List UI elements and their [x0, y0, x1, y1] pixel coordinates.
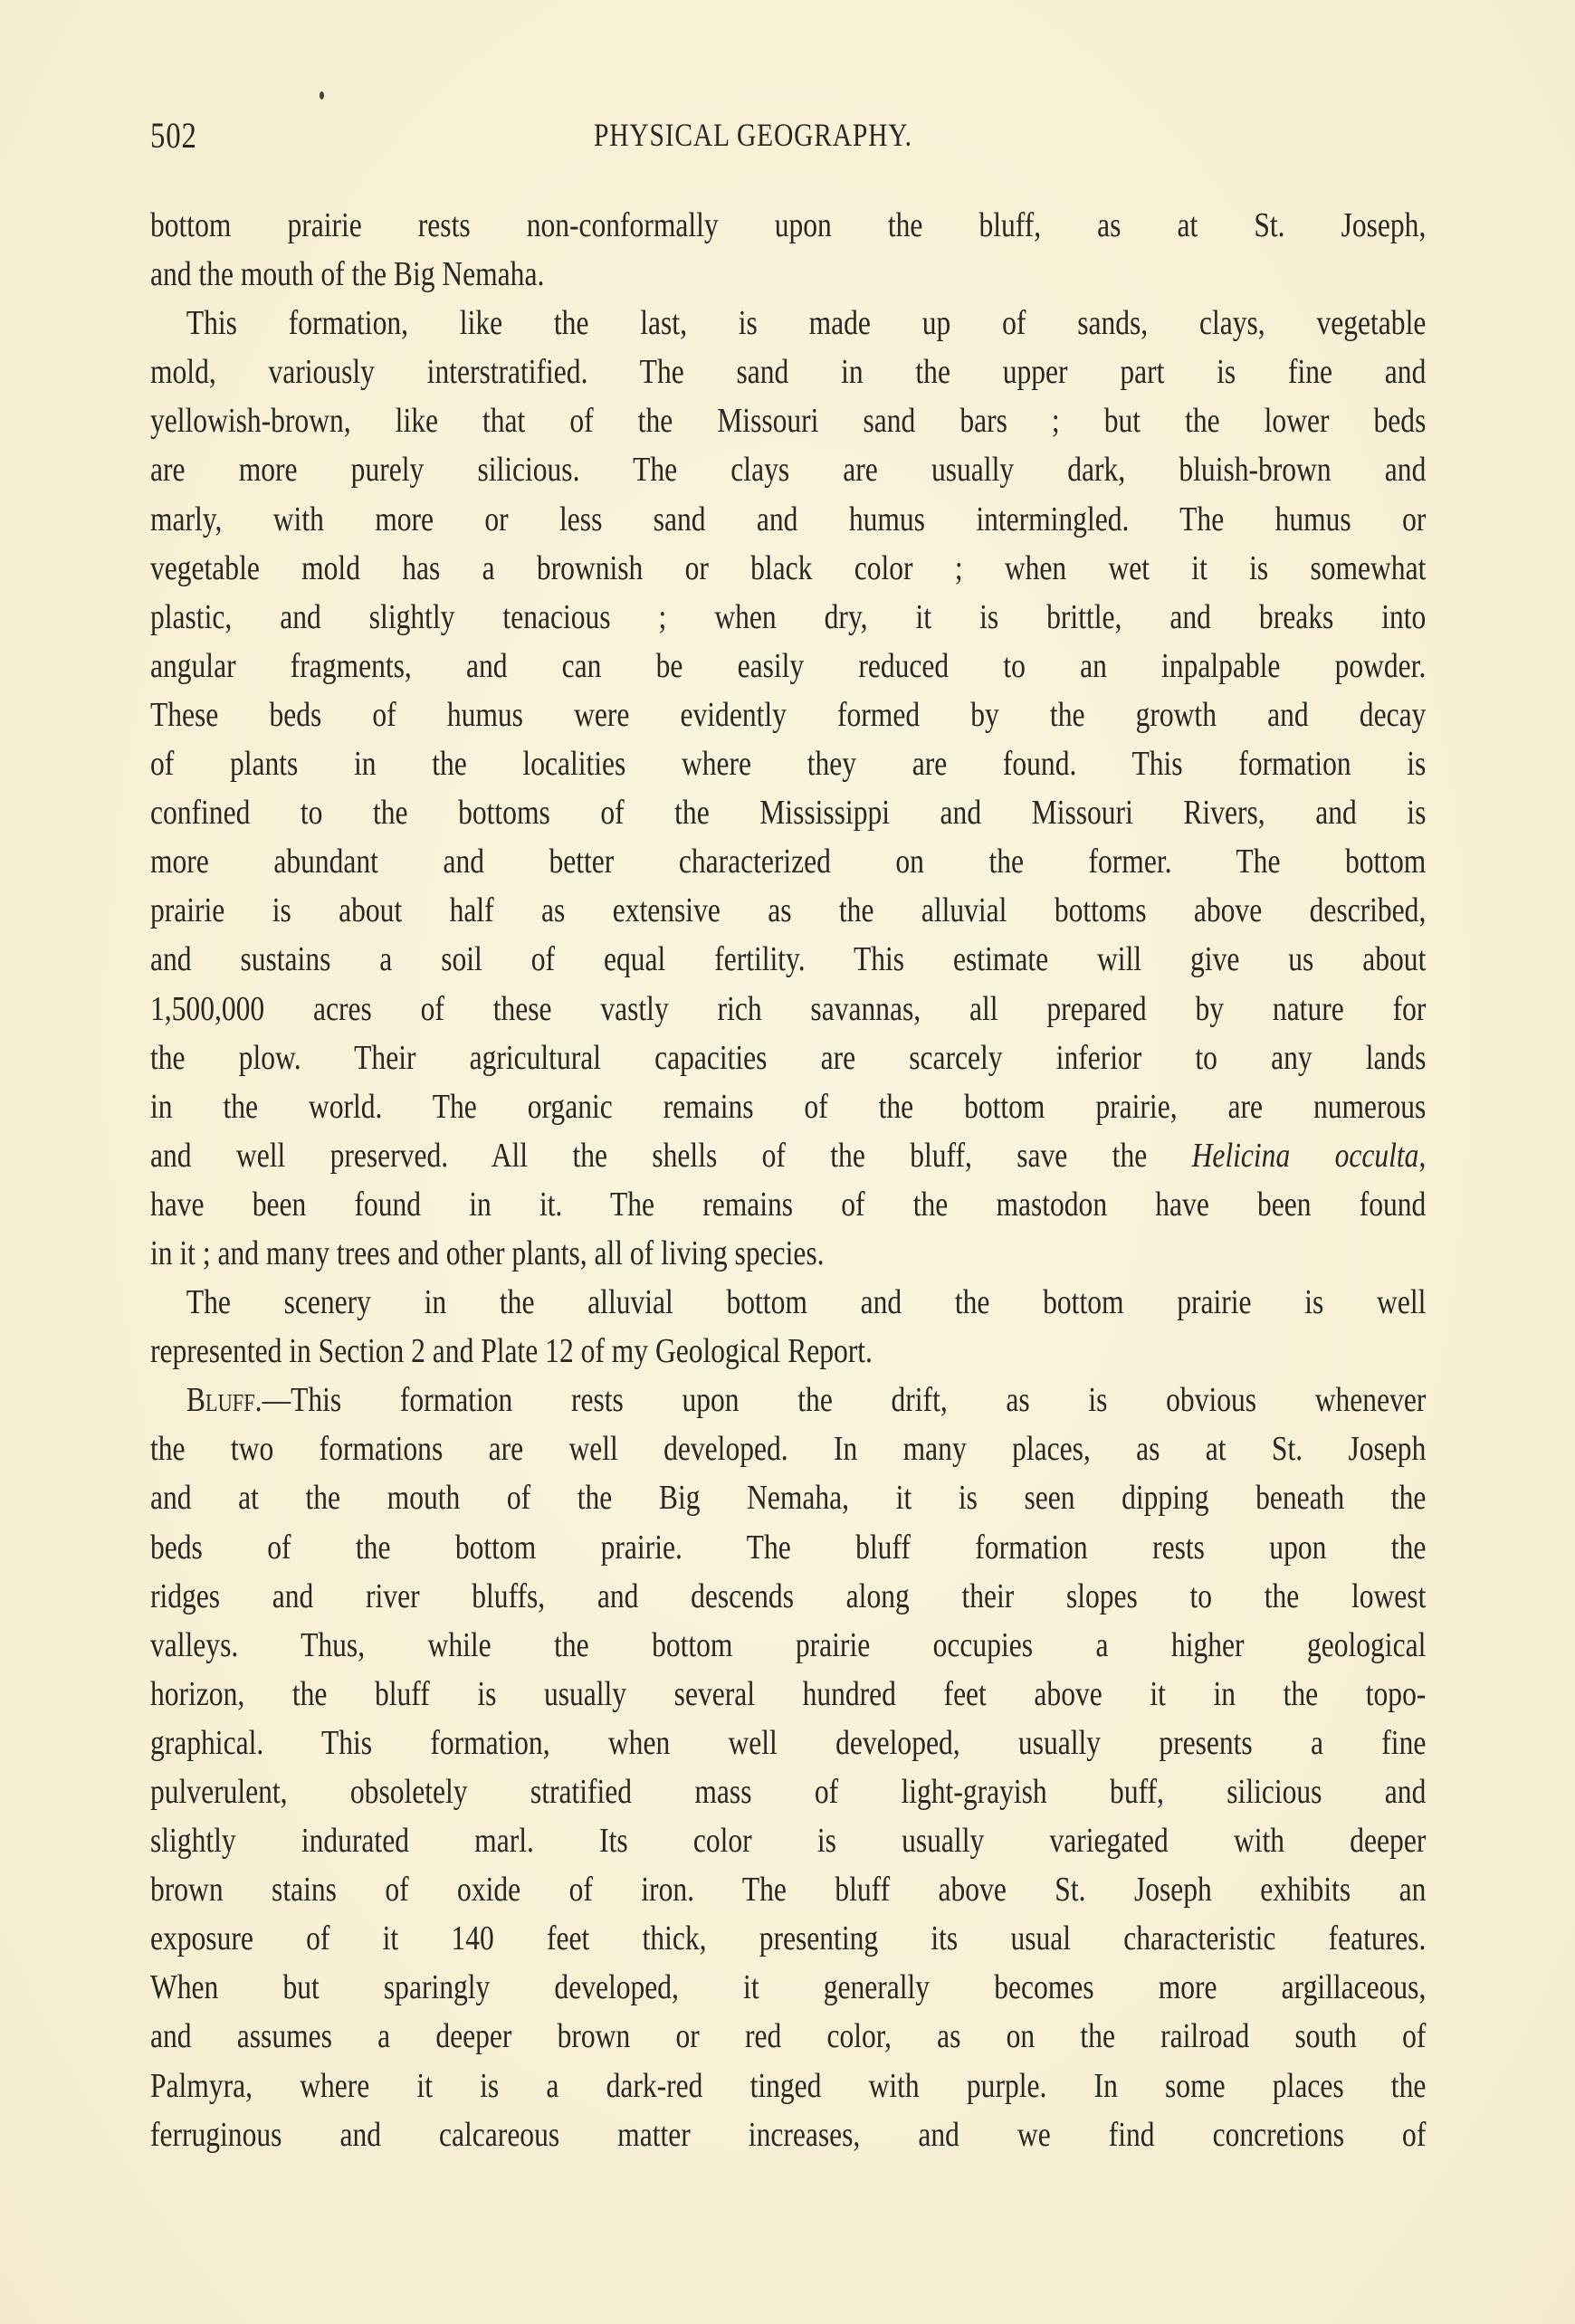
line-text: brown stains of oxide of iron. The bluff above St. Joseph exhibits an [150, 1871, 1427, 1910]
text-line [150, 1670, 1426, 1719]
text-line [150, 691, 1426, 739]
text-line [150, 788, 1426, 837]
line-text: and sustains a soil of equal fertility. This estimate will give us about [150, 940, 1427, 979]
text-line [150, 1473, 1426, 1522]
line-text: These beds of humus were evidently formed by the growth and decay [150, 695, 1427, 734]
line-text: graphical. This formation, when well developed, usually presents a fine [150, 1723, 1427, 1762]
text-line [150, 739, 1426, 788]
text-line [150, 1621, 1426, 1670]
text-line [150, 445, 1426, 494]
page-number: 502 [150, 115, 197, 156]
line-text: 1,500,000 acres of these vastly rich savannas, all prepared by nature for [150, 989, 1427, 1028]
line-text: more abundant and better characterized on the former. The bottom [150, 843, 1427, 881]
line-text: This formation, like the last, is made up of sands, clays, vegetable [186, 304, 1427, 343]
text-line [150, 1719, 1426, 1767]
line-text: plastic, and slightly tenacious ; when dry, it is brittle, and breaks into [150, 597, 1427, 636]
text-line [150, 544, 1426, 593]
text-line [150, 299, 1426, 348]
line-text: in it ; and many trees and other plants, all of living species. [150, 1233, 825, 1272]
line-text: ferruginous and calcareous matter increases, and we find concretions of [150, 2115, 1427, 2154]
line-text: confined to the bottoms of the Mississippi and Missouri Rivers, and is [150, 794, 1427, 833]
species-name: Helicina occulta [1191, 1136, 1419, 1175]
text-line [150, 396, 1426, 445]
text-line [150, 2062, 1426, 2110]
line-text: represented in Section 2 and Plate 12 of my Geological Report. [150, 1332, 873, 1371]
text-line [150, 1963, 1426, 2012]
line-text: beds of the bottom prairie. The bluff formation rests upon the [150, 1528, 1427, 1567]
section-heading: Bluff. [186, 1381, 262, 1420]
line-text: ridges and river bluffs, and descends along their slopes to the lowest [150, 1576, 1427, 1615]
text-line [150, 1767, 1426, 1816]
line-text: When but sparingly developed, it generally becomes more argillaceous, [150, 1968, 1427, 2007]
line-text: the plow. Their agricultural capacities are scarcely inferior to any lands [150, 1038, 1427, 1077]
line-text: slightly indurated marl. Its color is usually variegated with deeper [150, 1822, 1427, 1861]
punctuation: , [1418, 1136, 1427, 1175]
line-text: horizon, the bluff is usually several hundred feet above it in the topo- [150, 1674, 1427, 1713]
line-text: mold, variously interstratified. The sand in the upper part is fine and [150, 353, 1427, 392]
line-text: are more purely silicious. The clays are usually dark, bluish-brown and [150, 451, 1427, 490]
text-line [150, 495, 1426, 544]
text-line [150, 1816, 1426, 1865]
text-line [150, 250, 1426, 299]
line-text: and at the mouth of the Big Nemaha, it is seen dipping beneath the [150, 1479, 1427, 1518]
text-line [150, 1229, 1426, 1278]
text-line [150, 985, 1426, 1033]
line-text: and well preserved. All the shells of the bluff, save the [150, 1136, 1192, 1175]
text-line [150, 348, 1426, 396]
line-text: in the world. The organic remains of the bottom prairie, are numerous [150, 1087, 1427, 1126]
text-line [150, 2012, 1426, 2061]
line-text: vegetable mold has a brownish or black color ; when wet it is somewhat [150, 548, 1427, 587]
ink-speck [320, 91, 324, 100]
text-line [150, 1033, 1426, 1082]
line-text: Palmyra, where it is a dark-red tinged with purple. In some places the [150, 2066, 1427, 2105]
text-line [150, 1376, 1426, 1424]
text-line [150, 201, 1426, 250]
text-line [150, 1865, 1426, 1914]
text-line [150, 1914, 1426, 1963]
line-text: and the mouth of the Big Nemaha. [150, 255, 545, 294]
text-line [150, 1424, 1426, 1473]
text-line [150, 886, 1426, 935]
line-text: The scenery in the alluvial bottom and the bottom prairie is well [186, 1283, 1427, 1322]
line-text: have been found in it. The remains of the mastodon have been found [150, 1185, 1427, 1224]
text-line [150, 593, 1426, 642]
text-line [150, 1180, 1426, 1229]
text-line [150, 1523, 1426, 1572]
text-line [150, 1082, 1426, 1131]
text-line [150, 642, 1426, 691]
line-text: exposure of it 140 feet thick, presenting its usual characteristic features. [150, 1919, 1427, 1958]
line-text: marly, with more or less sand and humus intermingled. The humus or [150, 500, 1427, 538]
line-text: the two formations are well developed. In many places, as at St. Joseph [150, 1430, 1427, 1469]
text-line [150, 2110, 1426, 2159]
line-text: and assumes a deeper brown or red color, as on the railroad south of [150, 2017, 1427, 2056]
text-line [150, 1327, 1426, 1376]
text-line [150, 837, 1426, 886]
body-text [150, 201, 1427, 2159]
line-text: of plants in the localities where they are found. This formation is [150, 745, 1427, 784]
line-text: angular fragments, and can be easily reduced to an inpalpable powder. [150, 646, 1427, 685]
line-text: bottom prairie rests non-conformally upon the bluff, as at St. Joseph, [150, 206, 1427, 244]
line-text: —This formation rests upon the drift, as is obvious whenever [262, 1381, 1427, 1420]
text-line [150, 1278, 1426, 1327]
text-line [150, 1131, 1426, 1180]
line-text: prairie is about half as extensive as the alluvial bottoms above described, [150, 891, 1427, 930]
line-text: pulverulent, obsoletely stratified mass of light-grayish buff, silicious and [150, 1773, 1427, 1811]
text-line [150, 1572, 1426, 1621]
line-text: valleys. Thus, while the bottom prairie occupies a higher geological [150, 1625, 1427, 1664]
running-head [150, 114, 1422, 159]
line-text: yellowish-brown, like that of the Missouri sand bars ; but the lower beds [150, 402, 1427, 441]
text-line [150, 935, 1426, 984]
running-title: PHYSICAL GEOGRAPHY. [594, 117, 912, 153]
